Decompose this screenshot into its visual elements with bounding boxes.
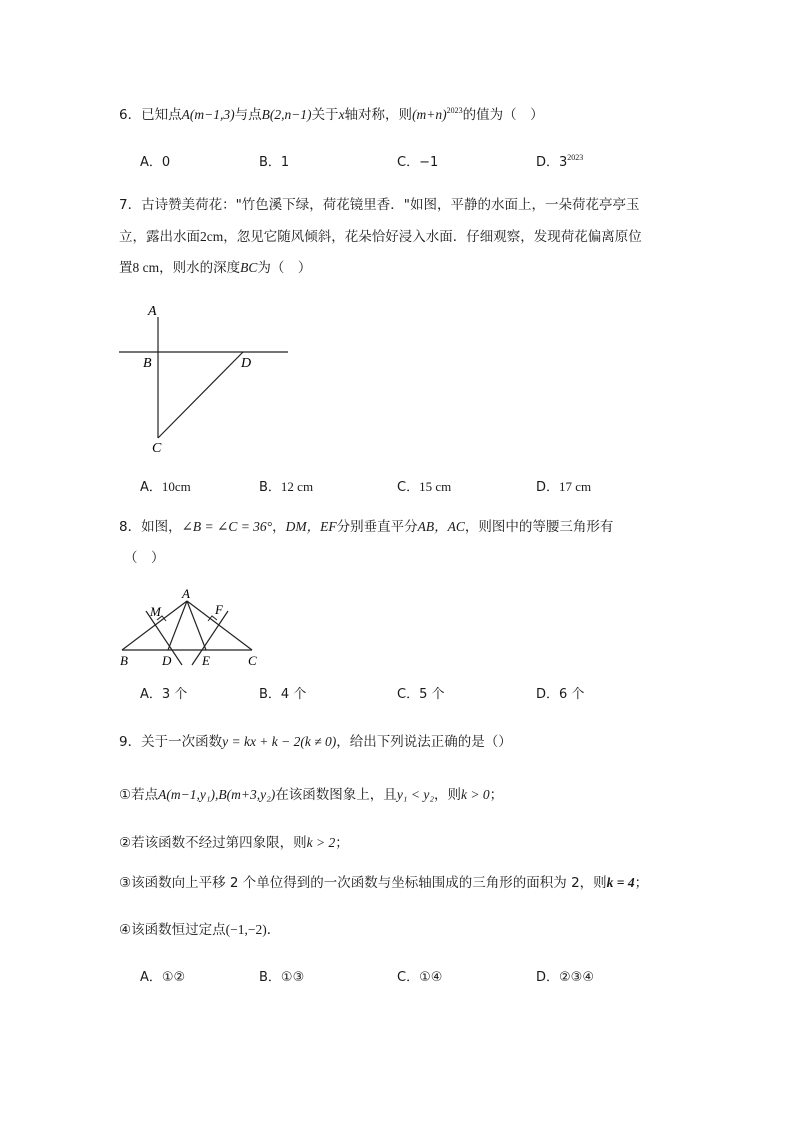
q8-option-a: A．3 个 bbox=[140, 687, 188, 702]
q8-label-e: E bbox=[202, 653, 210, 668]
q9-option-d: D．②③④ bbox=[536, 970, 594, 985]
q6-number: 6． bbox=[119, 107, 142, 123]
q9-option-c: C．①④ bbox=[397, 970, 443, 985]
q7-label-a: A bbox=[148, 304, 157, 319]
q6-option-a: A．0 bbox=[140, 155, 171, 170]
q9-statement-3: ③该函数向上平移 2 个单位得到的一次函数与坐标轴围成的三角形的面积为 2，则k = 4； bbox=[119, 875, 649, 891]
q8-figure bbox=[112, 585, 272, 670]
q6-point-b: B(2,n−1) bbox=[261, 107, 312, 122]
q7-label-b: B bbox=[143, 356, 152, 371]
q7-option-b: B．12 cm bbox=[259, 479, 314, 495]
q8-label-m: M bbox=[150, 604, 161, 619]
q8-label-a: A bbox=[182, 586, 190, 601]
q9-option-a: A．①② bbox=[140, 970, 186, 985]
q9-option-b: B．①③ bbox=[259, 970, 305, 985]
q7-stem-line3: 置8 cm，则水的深度BC为（ ） bbox=[119, 260, 312, 276]
q7-figure bbox=[110, 295, 300, 460]
q9-number: 9． bbox=[119, 734, 142, 750]
q8-label-d: D bbox=[162, 653, 172, 668]
q7-stem-line1: 7．古诗赞美荷花："竹色溪下绿，荷花镜里香．"如图，平静的水面上，一朵荷花亭亭玉 bbox=[119, 197, 640, 213]
q8-option-d: D．6 个 bbox=[536, 687, 585, 702]
q6-option-d: D．$3^{2023}$ bbox=[536, 153, 584, 170]
q8-stem-line2: （ ） bbox=[124, 550, 165, 566]
q9-statement-4: ④该函数恒过定点(−1,−2)． bbox=[119, 922, 281, 938]
q9-function: y = kx + k − 2(k ≠ 0) bbox=[222, 734, 337, 749]
q8-number: 8． bbox=[119, 519, 142, 535]
q8-option-c: C．5 个 bbox=[397, 687, 445, 702]
q6-option-b: B．1 bbox=[259, 155, 290, 170]
q8-label-b: B bbox=[120, 653, 128, 668]
q8-stem: 8．如图，∠B = ∠C = 36°，DM，EF分别垂直平分AB，AC，则图中的等腰三角形有 bbox=[119, 519, 614, 535]
q9-statement-1: ①若点A(m−1,y₁),B(m+3,y₂)在该函数图象上，且y₁ < y₂，则k > 0； bbox=[119, 787, 504, 803]
q7-label-d: D bbox=[241, 356, 252, 371]
q6-stem: 6．已知点A(m−1,3)与点B(2,n−1)关于x轴对称，则$(m+n)^{2023}$的值为（ ） bbox=[119, 106, 544, 123]
q9-statement-2: ②若该函数不经过第四象限，则k > 2； bbox=[119, 835, 349, 851]
q8-option-b: B．4 个 bbox=[259, 687, 307, 702]
q7-option-a: A．10cm bbox=[140, 479, 191, 495]
q8-label-c: C bbox=[248, 653, 257, 668]
q7-option-c: C．15 cm bbox=[397, 479, 452, 495]
q7-label-c: C bbox=[152, 441, 162, 456]
q8-label-f: F bbox=[215, 602, 223, 617]
q9-stem: 9．关于一次函数y = kx + k − 2(k ≠ 0)，给出下列说法正确的是（） bbox=[119, 734, 512, 750]
q6-expression: (m+n) bbox=[412, 107, 447, 122]
q7-stem-line2: 立，露出水面2cm，忽见它随风倾斜，花朵恰好浸入水面．仔细观察，发现荷花偏离原位 bbox=[119, 229, 642, 245]
q7-option-d: D．17 cm bbox=[536, 479, 592, 495]
q7-number: 7． bbox=[119, 197, 142, 213]
q6-point-a: A(m−1,3) bbox=[181, 107, 235, 122]
q6-option-c: C．−1 bbox=[397, 155, 439, 170]
